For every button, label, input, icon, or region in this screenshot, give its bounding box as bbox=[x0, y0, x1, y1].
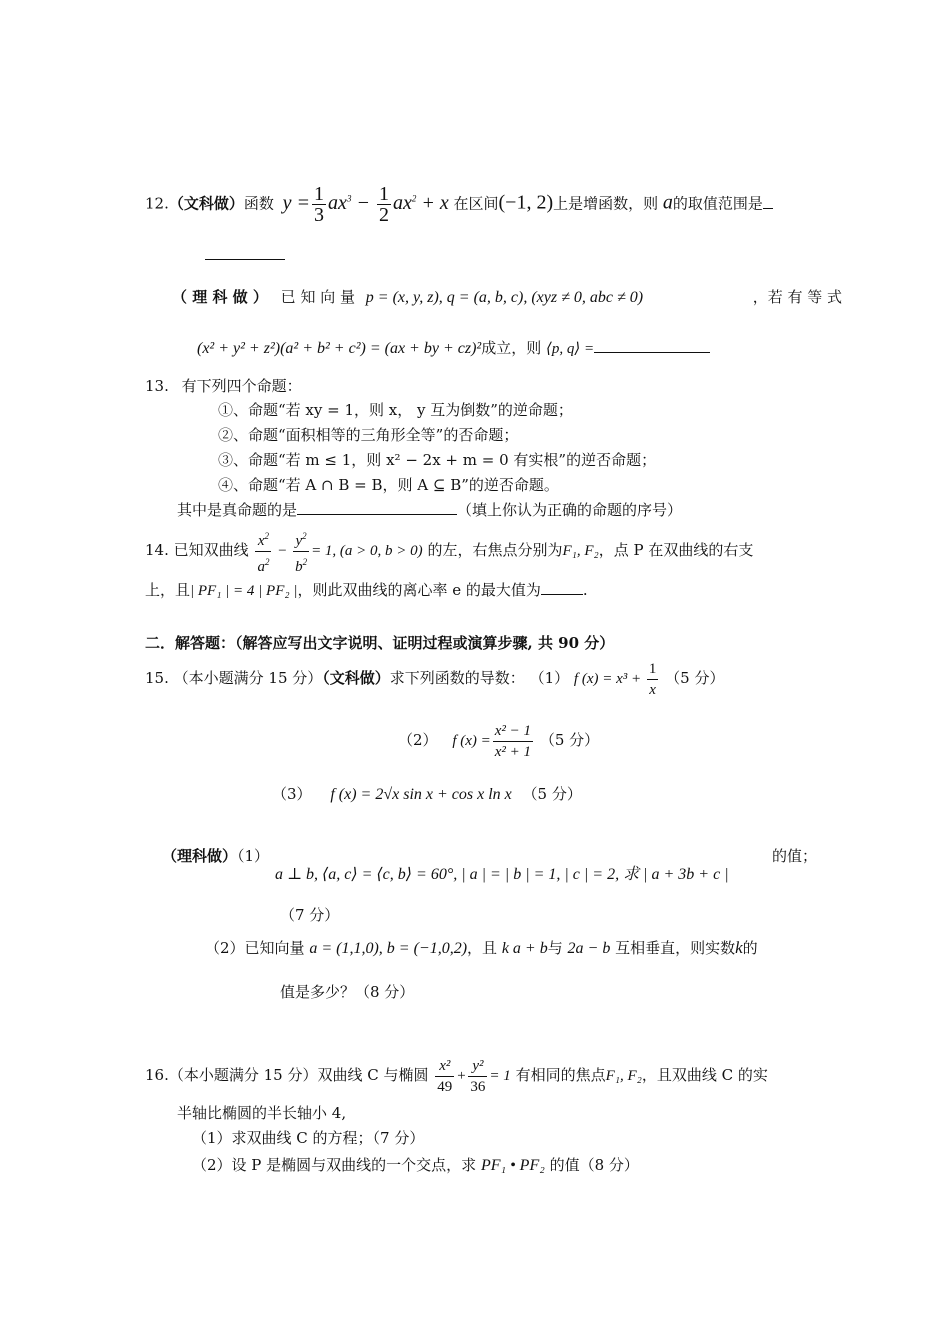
q12-wen-text3: 上是增函数，则 bbox=[553, 194, 659, 213]
q12-wen-line bbox=[145, 176, 773, 226]
q15-p1-score: （5 分） bbox=[665, 669, 725, 687]
q12-wen-text2: 在区间 bbox=[453, 194, 499, 213]
q15-instruction: 求下列函数的导数： bbox=[389, 669, 525, 687]
q15-li2-text1: ，且 bbox=[467, 939, 498, 957]
q14-condition: | PF₁ | = 4 | PF₂ | bbox=[190, 583, 298, 599]
q13-ask-line bbox=[177, 500, 682, 520]
q15-li2-var: k bbox=[735, 938, 743, 957]
q16-foci: F₁, F₂ bbox=[605, 1068, 642, 1084]
q12-li-text2: ，若 有 等 式 bbox=[752, 288, 842, 306]
q15-li2-vectors: a = (1,1,0), b = (−1,0,2) bbox=[309, 940, 468, 957]
q15-p3-equation: f (x) = 2√x sin x + cos x ln x bbox=[330, 786, 512, 803]
q14-line1 bbox=[145, 526, 753, 577]
q16-part1: （1）求双曲线 C 的方程；（7 分） bbox=[192, 1129, 425, 1147]
q16-text1: 双曲线 C 与椭圆 bbox=[317, 1066, 429, 1084]
q16-part2-expr: PF₁ • PF₂ bbox=[480, 1157, 545, 1174]
q15-li1-score-line bbox=[280, 905, 339, 925]
q16-ellipse-equation: $\frac{\text{x²}}{49}$ + $\frac{\text{y²}}{36}$ = 1 bbox=[437, 1058, 511, 1096]
q12-wen-answer-line bbox=[205, 245, 285, 265]
q14-text1: 已知双曲线 bbox=[173, 540, 249, 559]
q15-p2-score: （5 分） bbox=[539, 731, 600, 749]
q15-li2-expr1: k a + b bbox=[501, 940, 548, 957]
q15-p3-line bbox=[272, 784, 582, 805]
q12-li-text3: 成立，则 bbox=[481, 339, 542, 357]
q14-end: . bbox=[582, 581, 588, 599]
q15-p1-label: （1） bbox=[529, 669, 570, 687]
q12-li-equation: (x² + y² + z²)(a² + b² + c²) = (ax + by + cz)² bbox=[197, 340, 482, 357]
q12-li-answer-blank bbox=[594, 338, 710, 353]
q15-p1-equation: f (x) = x³ + $\frac{1}{x}$ bbox=[573, 661, 657, 699]
q13-number: 13. bbox=[145, 377, 169, 395]
q12-wen-interval: (−1, 2) bbox=[498, 191, 554, 214]
q15-li2-label: （2）已知向量 bbox=[205, 939, 305, 957]
q12-li-angle: ⟨p, q⟩ = bbox=[545, 341, 595, 357]
q12-li-text1: 已 知 向 量 bbox=[280, 288, 355, 306]
q13-answer-blank bbox=[297, 500, 457, 515]
q12-wen-answer-blank bbox=[763, 194, 773, 209]
q13-item-2: ②、命题“面积相等的三角形全等”的否命题； bbox=[218, 426, 519, 444]
q14-text2: 的左，右焦点分别为 bbox=[427, 540, 563, 559]
q16-part2-line bbox=[192, 1155, 639, 1176]
q16-header: （本小题满分 15 分） bbox=[168, 1066, 318, 1084]
q14-eq-tail: = 1, (a > 0, b > 0) bbox=[311, 542, 423, 559]
q12-wen-text4: 的取值范围是 bbox=[672, 194, 763, 213]
q15-li1-tail: 的值； bbox=[771, 847, 817, 865]
q16-part2-b: 的值（8 分） bbox=[549, 1156, 639, 1174]
q12-li-line2 bbox=[197, 338, 710, 359]
q15-line1 bbox=[145, 656, 724, 701]
q15-li1-line bbox=[162, 846, 817, 866]
q12-number: 12. bbox=[145, 194, 169, 213]
q15-p2-equation: f (x) = $\frac{\text{x² − 1}}{\text{x² + 1}}$ bbox=[452, 723, 532, 761]
section2-title: 二．解答题：（解答应写出文字说明、证明过程或演算步骤, 共 90 分） bbox=[145, 634, 615, 652]
q14-foci: F₁, F₂ bbox=[562, 542, 599, 559]
q15-p2-numerator: x² − 1 bbox=[493, 721, 533, 742]
q13-item-4: ④、命题“若 A ∩ B = B，则 A ⊆ B”的逆否命题。 bbox=[218, 476, 559, 494]
q12-wen-equation: y = $\frac{1}{3}$ $ax^3$ − $\frac{1}{2}$ $ax^2 + x$ bbox=[282, 182, 449, 226]
q16-text3: ，且双曲线 C 的实 bbox=[641, 1066, 768, 1084]
q14-line2 bbox=[145, 580, 588, 601]
q13-ask: 其中是真命题的是 bbox=[177, 501, 298, 519]
q16-line1 bbox=[145, 1053, 768, 1098]
q15-li2-text2: 与 bbox=[547, 939, 563, 957]
q15-tag-wen: （文科做） bbox=[322, 669, 390, 687]
q15-li2-text4: 的 bbox=[742, 939, 758, 957]
q15-number: 15. bbox=[145, 669, 169, 687]
q16-text2: 有相同的焦点 bbox=[515, 1066, 606, 1084]
q16-number: 16. bbox=[145, 1066, 169, 1084]
q16-line2: 半轴比椭圆的半长轴小 4, bbox=[177, 1104, 347, 1122]
q14-line2-a: 上，且 bbox=[145, 581, 191, 599]
q15-header: （本小题满分 15 分） bbox=[173, 669, 323, 687]
q15-li2-expr2: 2a − b bbox=[567, 940, 611, 957]
q13-intro-line bbox=[145, 376, 302, 396]
q13-intro: 有下列四个命题： bbox=[181, 377, 302, 395]
q12-wen-answer-blank-2 bbox=[205, 245, 285, 260]
q16-part2-a: （2）设 P 是椭圆与双曲线的一个交点，求 bbox=[192, 1156, 477, 1174]
q12-wen-var: a bbox=[662, 191, 673, 214]
q15-p2-denominator: x² + 1 bbox=[494, 744, 532, 761]
q14-answer-blank bbox=[541, 580, 583, 595]
q15-li2-line2: 值是多少？（8 分） bbox=[280, 983, 415, 1001]
q14-number: 14. bbox=[145, 540, 169, 559]
q15-li1-condition: a ⊥ b, ⟨a, c⟩ = ⟨c, b⟩ = 60°, | a | = | b | = 1, | c | = 2, 求 | a + 3b + c | bbox=[275, 866, 729, 883]
q15-li1-condition-line bbox=[275, 864, 729, 885]
q15-li2-line bbox=[205, 938, 758, 959]
q13-item-1: ①、命题“若 xy = 1，则 x， y 互为倒数”的逆命题； bbox=[218, 401, 573, 419]
q15-li2-text3: 互相垂直，则实数 bbox=[615, 939, 736, 957]
q12-li-line1 bbox=[172, 287, 842, 308]
q13-item-3: ③、命题“若 m ≤ 1，则 x² − 2x + m = 0 有实根”的逆否命题； bbox=[218, 451, 657, 469]
q12-wen-text1: 函数 bbox=[243, 194, 274, 213]
q13-hint: （填上你认为正确的命题的序号） bbox=[457, 501, 683, 519]
q12-li-vectors: p = (x, y, z), q = (a, b, c), (xyz ≠ 0, abc ≠ 0) bbox=[365, 289, 644, 306]
q14-text3: ，点 P 在双曲线的右支 bbox=[598, 540, 754, 559]
q15-tag-li: （理科做） bbox=[162, 847, 238, 865]
q15-p3-score: （5 分） bbox=[522, 785, 582, 803]
q15-li1-label: （1） bbox=[237, 847, 270, 865]
q12-tag-wen: （文科做） bbox=[168, 194, 244, 213]
q15-p2-label: （2） bbox=[398, 731, 438, 749]
q14-hyperbola-equation: $\frac{x^2}{a^2}$ − $\frac{y^2}{b^2}$ = 1, (a > 0, b > 0) bbox=[253, 543, 422, 559]
q15-p3-label: （3） bbox=[272, 785, 312, 803]
q12-tag-li: （ 理 科 做 ） bbox=[172, 288, 268, 306]
q15-p2-line bbox=[398, 718, 599, 763]
q15-li1-score: （7 分） bbox=[280, 906, 340, 924]
q14-line2-b: ，则此双曲线的离心率 e 的最大值为 bbox=[297, 581, 541, 599]
